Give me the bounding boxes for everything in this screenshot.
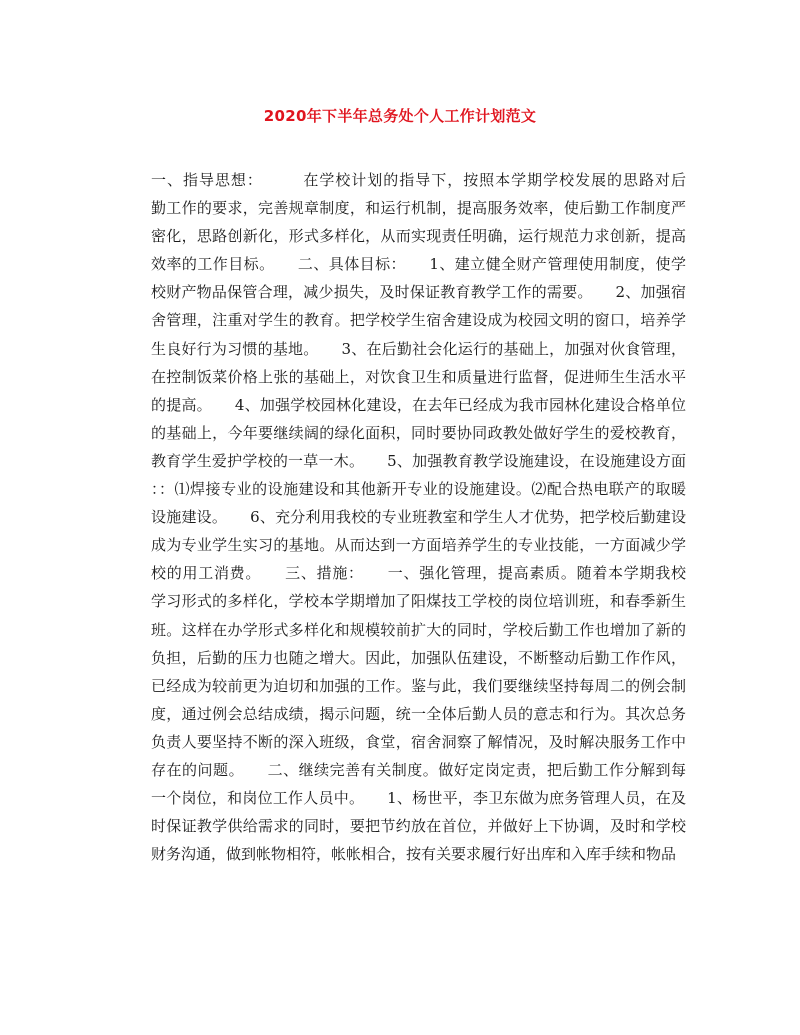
document-title: 2020年下半年总务处个人工作计划范文 [263, 107, 537, 125]
body-line: 一个岗位，和岗位工作人员中。 1、杨世平，李卫东做为庶务管理人员，在及 [151, 789, 686, 808]
body-line: 的提高。 4、加强学校园林化建设，在去年已经成为我市园林化建设合格单位 [151, 395, 686, 414]
body-line: 度，通过例会总结成绩，揭示问题，统一全体后勤人员的意志和行为。其次总务 [151, 704, 686, 723]
body-line: 时保证教学供给需求的同时，要把节约放在首位，并做好上下协调，及时和学校 [151, 817, 686, 836]
body-line: 负担，后勤的压力也随之增大。因此，加强队伍建设，不断整动后勤工作作风， [151, 648, 686, 667]
body-line: 效率的工作目标。 二、具体目标： 1、建立健全财产管理使用制度，使学 [151, 255, 686, 274]
document-body [151, 166, 686, 868]
body-line: 校财产物品保管合理，减少损失，及时保证教育教学工作的需要。 2、加强宿 [151, 283, 686, 302]
body-line: ：：⑴焊接专业的设施建设和其他新开专业的设施建设。⑵配合热电联产的取暖 [151, 480, 686, 499]
body-line: 的基础上，今年要继续阔的绿化面积，同时要协同政教处做好学生的爱校教育， [151, 423, 686, 442]
body-line: 设施建设。 6、充分利用我校的专业班教室和学生人才优势，把学校后勤建设 [151, 508, 686, 527]
body-line: 财务沟通，做到帐物相符，帐帐相合，按有关要求履行好出库和入库手续和物品 [151, 845, 677, 864]
body-line: 班。这样在办学形式多样化和规模较前扩大的同时，学校后勤工作也增加了新的 [151, 620, 686, 639]
body-line: 存在的问题。 二、继续完善有关制度。做好定岗定责，把后勤工作分解到每 [151, 760, 686, 779]
body-line: 成为专业学生实习的基地。从而达到一方面培养学生的专业技能，一方面减少学 [151, 536, 686, 555]
body-line: 舍管理，注重对学生的教育。把学校学生宿舍建设成为校园文明的窗口，培养学 [151, 311, 686, 330]
body-line: 已经成为较前更为迫切和加强的工作。鉴与此，我们要继续坚持每周二的例会制 [151, 676, 686, 695]
body-line: 密化，思路创新化，形式多样化，从而实现责任明确，运行规范力求创新，提高 [151, 227, 686, 246]
body-line: 负责人要坚持不断的深入班级，食堂，宿舍洞察了解情况，及时解决服务工作中 [151, 732, 686, 751]
body-line: 学习形式的多样化，学校本学期增加了阳煤技工学校的岗位培训班，和春季新生 [151, 592, 686, 611]
body-line: 教育学生爱护学校的一草一木。 5、加强教育教学设施建设，在设施建设方面 [151, 451, 686, 470]
body-line: 在控制饭菜价格上张的基础上，对饮食卫生和质量进行监督，促进师生生活水平 [151, 367, 686, 386]
body-line: 校的用工消费。 三、措施： 一、强化管理，提高素质。随着本学期我校 [151, 564, 686, 583]
body-line: 生良好行为习惯的基地。 3、在后勤社会化运行的基础上，加强对伙食管理， [151, 339, 686, 358]
body-line: 勤工作的要求，完善规章制度，和运行机制，提高服务效率，使后勤工作制度严 [151, 199, 686, 218]
body-line: 一、指导思想： 在学校计划的指导下，按照本学期学校发展的思路对后 [151, 171, 686, 189]
